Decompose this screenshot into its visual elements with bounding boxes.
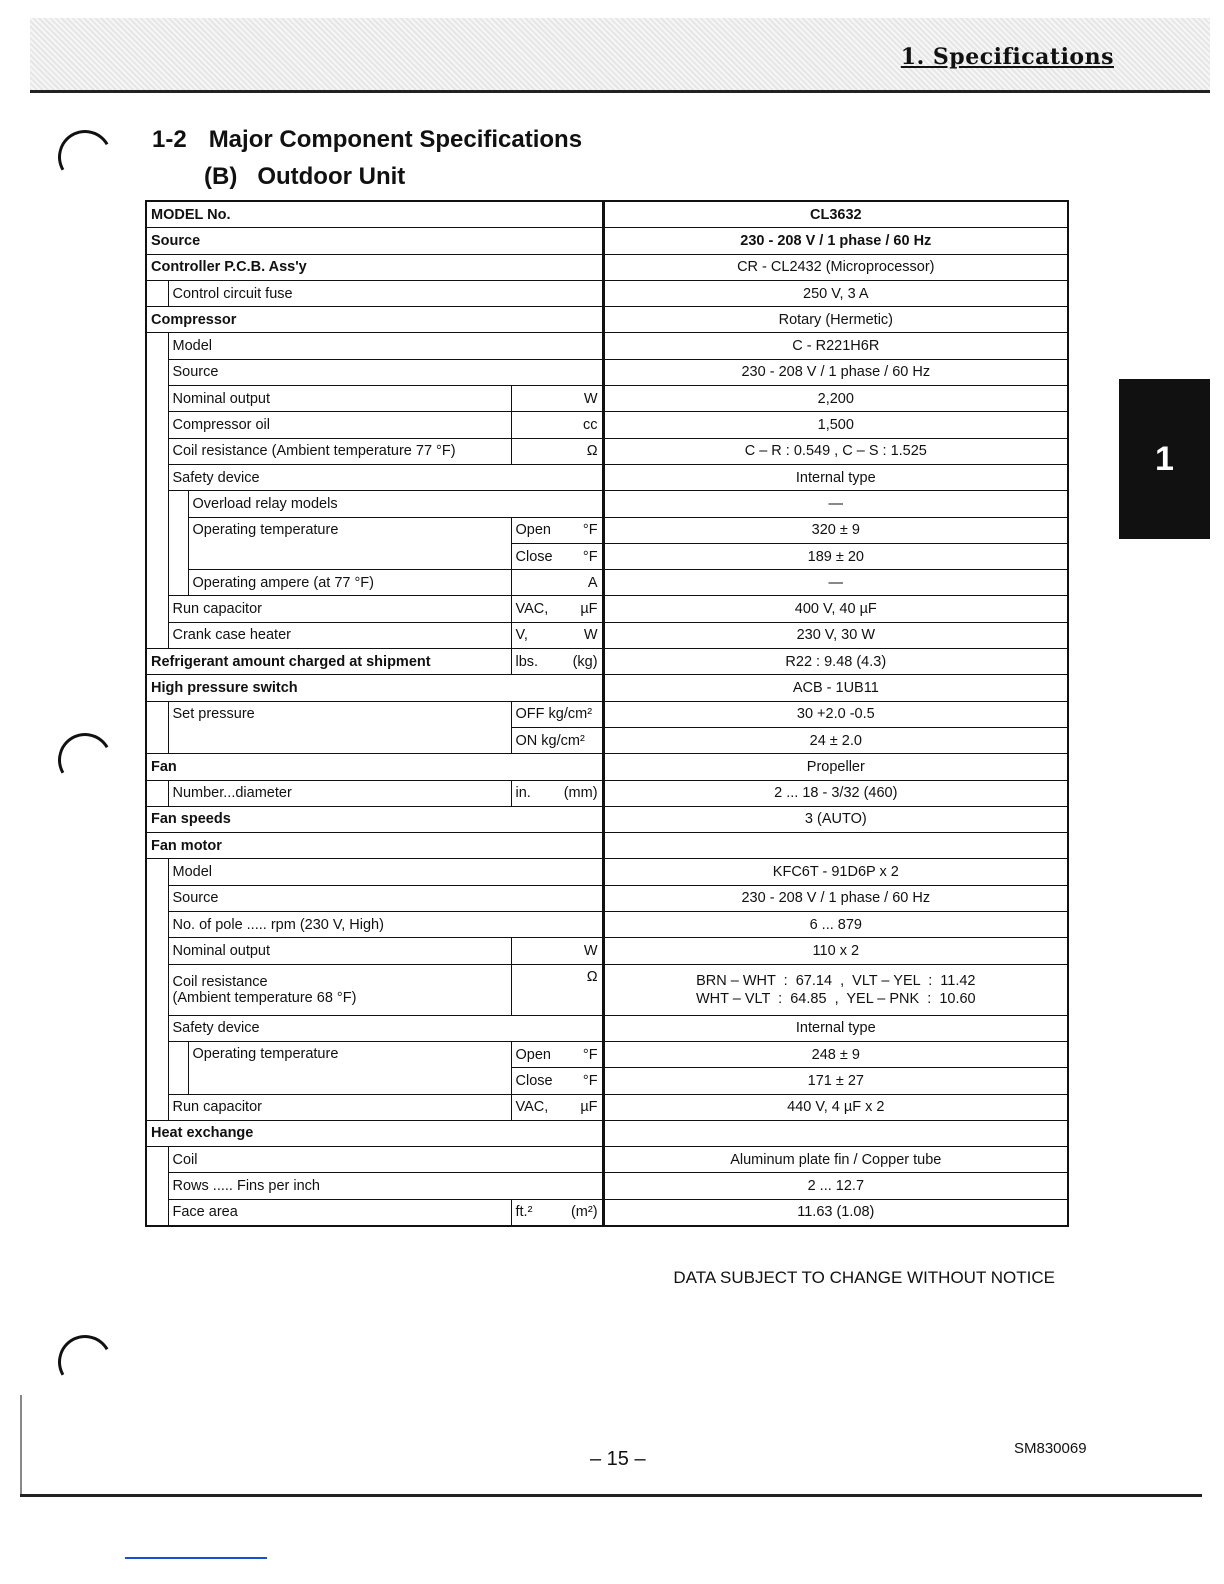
unit-suffix: cc	[583, 417, 598, 434]
subtitle-text: Outdoor Unit	[257, 163, 406, 190]
spec-unit	[511, 596, 603, 622]
title-text: Major Component Specifications	[208, 126, 583, 153]
spec-label: Face area	[168, 1199, 511, 1226]
spec-value: 2,200	[603, 386, 1068, 412]
link-underline	[125, 1557, 267, 1559]
unit-prefix: Open	[515, 1046, 551, 1063]
spec-value: CL3632	[603, 201, 1068, 228]
spec-row	[146, 307, 1068, 333]
spec-row	[146, 1173, 1068, 1199]
spec-value: Rotary (Hermetic)	[603, 307, 1068, 333]
indent-cell	[146, 464, 168, 490]
spec-value: —	[603, 491, 1068, 517]
spec-label: Model	[168, 333, 603, 359]
spec-label: Nominal output	[168, 938, 511, 964]
indent-cell	[146, 622, 168, 648]
page-subtitle	[204, 163, 405, 191]
spec-label: Rows ..... Fins per inch	[168, 1173, 603, 1199]
spec-label: Fan motor	[146, 833, 603, 859]
indent-cell	[146, 438, 168, 464]
spec-value	[603, 1120, 1068, 1146]
unit-prefix: OFF kg/cm²	[515, 706, 593, 723]
spec-row	[146, 780, 1068, 806]
spec-row	[146, 412, 1068, 438]
spec-value: 230 - 208 V / 1 phase / 60 Hz	[603, 228, 1068, 254]
unit-prefix: VAC,	[515, 1099, 549, 1116]
spec-row	[146, 1120, 1068, 1146]
indent-cell	[168, 1041, 188, 1094]
indent-cell	[146, 1015, 168, 1041]
spec-row	[146, 254, 1068, 280]
spec-row	[146, 622, 1068, 648]
spec-label: Run capacitor	[168, 1094, 511, 1120]
indent-cell	[146, 964, 168, 1015]
indent-cell	[146, 912, 168, 938]
indent-cell	[146, 517, 168, 570]
footer-rule	[20, 1494, 1202, 1497]
indent-cell	[146, 1199, 168, 1226]
spec-value: 230 - 208 V / 1 phase / 60 Hz	[603, 359, 1068, 385]
spec-row	[146, 912, 1068, 938]
indent-cell	[146, 1173, 168, 1199]
spec-unit	[511, 412, 603, 438]
spec-unit	[511, 727, 603, 753]
spec-row	[146, 333, 1068, 359]
spec-row	[146, 859, 1068, 885]
spec-value: 230 - 208 V / 1 phase / 60 Hz	[603, 885, 1068, 911]
spec-value: C – R : 0.549 , C – S : 1.525	[603, 438, 1068, 464]
spec-value: KFC6T - 91D6P x 2	[603, 859, 1068, 885]
indent-cell	[146, 280, 168, 306]
indent-cell	[168, 491, 188, 517]
spec-label: Safety device	[168, 464, 603, 490]
spec-value: Internal type	[603, 1015, 1068, 1041]
spec-row	[146, 359, 1068, 385]
spec-value: 2 ... 18 - 3/32 (460)	[603, 780, 1068, 806]
spec-row	[146, 1015, 1068, 1041]
spec-value: 400 V, 40 µF	[603, 596, 1068, 622]
spec-row	[146, 938, 1068, 964]
spec-value: 6 ... 879	[603, 912, 1068, 938]
spec-row	[146, 885, 1068, 911]
unit-suffix: µF	[580, 1099, 598, 1116]
spec-label: No. of pole ..... rpm (230 V, High)	[168, 912, 603, 938]
indent-cell	[146, 859, 168, 885]
spec-label: Crank case heater	[168, 622, 511, 648]
indent-cell	[146, 412, 168, 438]
spec-label: Model	[168, 859, 603, 885]
spec-row	[146, 438, 1068, 464]
spec-label: Control circuit fuse	[168, 280, 603, 306]
spec-label: Fan speeds	[146, 806, 603, 832]
spec-row	[146, 464, 1068, 490]
margin-rule	[20, 1395, 22, 1495]
spec-value: R22 : 9.48 (4.3)	[603, 649, 1068, 675]
binder-hole-icon	[52, 1329, 118, 1395]
spec-unit	[511, 570, 603, 596]
chapter-tab: 1	[1119, 379, 1210, 539]
spec-value: BRN – WHT : 67.14 , VLT – YEL : 11.42 WHT – VLT : 64.85 , YEL – PNK : 10.60	[603, 964, 1068, 1015]
spec-label: Operating temperature	[188, 1041, 511, 1094]
unit-suffix: (mm)	[563, 785, 598, 802]
indent-cell	[146, 1041, 168, 1094]
spec-value: 248 ± 9	[603, 1041, 1068, 1067]
spec-label: Source	[146, 228, 603, 254]
spec-value	[603, 833, 1068, 859]
spec-row	[146, 675, 1068, 701]
unit-suffix: W	[583, 390, 598, 407]
spec-unit	[511, 1068, 603, 1094]
spec-row	[146, 517, 1068, 543]
unit-suffix: °F	[582, 1046, 598, 1063]
spec-row	[146, 228, 1068, 254]
spec-label: Coil	[168, 1147, 603, 1173]
spec-unit	[511, 649, 603, 675]
spec-label: Coil resistance (Ambient temperature 77 °F)	[168, 438, 511, 464]
indent-cell	[146, 359, 168, 385]
spec-value: 250 V, 3 A	[603, 280, 1068, 306]
spec-label: Heat exchange	[146, 1120, 603, 1146]
unit-prefix: VAC,	[515, 601, 549, 618]
section-tag: 1. Specifications	[900, 44, 1114, 70]
unit-prefix: Close	[515, 1072, 553, 1089]
spec-row	[146, 1041, 1068, 1067]
spec-row	[146, 649, 1068, 675]
spec-label: Compressor	[146, 307, 603, 333]
unit-suffix: °F	[582, 522, 598, 539]
spec-unit	[511, 517, 603, 543]
spec-table	[145, 200, 1069, 1227]
spec-value: 30 +2.0 -0.5	[603, 701, 1068, 727]
unit-suffix: °F	[582, 548, 598, 565]
spec-row	[146, 491, 1068, 517]
indent-cell	[168, 517, 188, 570]
unit-suffix: (m²)	[570, 1204, 598, 1221]
spec-label: Source	[168, 885, 603, 911]
indent-cell	[146, 570, 168, 596]
spec-row	[146, 964, 1068, 1015]
unit-prefix: in.	[515, 785, 531, 802]
document-code: SM830069	[1014, 1440, 1087, 1457]
spec-label: Nominal output	[168, 386, 511, 412]
indent-cell	[146, 701, 168, 754]
indent-cell	[146, 885, 168, 911]
spec-row	[146, 806, 1068, 832]
unit-suffix: °F	[582, 1072, 598, 1089]
spec-value: 3 (AUTO)	[603, 806, 1068, 832]
spec-label: Controller P.C.B. Ass'y	[146, 254, 603, 280]
spec-value: Internal type	[603, 464, 1068, 490]
spec-value: 110 x 2	[603, 938, 1068, 964]
indent-cell	[146, 333, 168, 359]
unit-suffix: W	[583, 942, 598, 959]
spec-value: Aluminum plate fin / Copper tube	[603, 1147, 1068, 1173]
spec-row	[146, 1094, 1068, 1120]
spec-value: 24 ± 2.0	[603, 727, 1068, 753]
spec-unit	[511, 964, 603, 1015]
unit-suffix: W	[583, 627, 598, 644]
spec-unit	[511, 622, 603, 648]
spec-value: 440 V, 4 µF x 2	[603, 1094, 1068, 1120]
page-title	[152, 126, 582, 154]
unit-suffix: Ω	[586, 968, 598, 985]
spec-value: 171 ± 27	[603, 1068, 1068, 1094]
spec-label: Source	[168, 359, 603, 385]
indent-cell	[146, 938, 168, 964]
spec-label: Run capacitor	[168, 596, 511, 622]
spec-row	[146, 201, 1068, 228]
spec-value: ACB - 1UB11	[603, 675, 1068, 701]
spec-unit	[511, 1199, 603, 1226]
unit-suffix: A	[587, 574, 598, 591]
binder-hole-icon	[52, 124, 118, 190]
indent-cell	[146, 780, 168, 806]
spec-unit	[511, 543, 603, 569]
unit-prefix: Open	[515, 522, 551, 539]
unit-prefix: ON kg/cm²	[515, 732, 585, 749]
unit-suffix: (kg)	[572, 653, 598, 670]
spec-row	[146, 386, 1068, 412]
spec-row	[146, 754, 1068, 780]
spec-value: —	[603, 570, 1068, 596]
spec-row	[146, 1147, 1068, 1173]
spec-row	[146, 701, 1068, 727]
indent-cell	[146, 1094, 168, 1120]
spec-label: Operating temperature	[188, 517, 511, 570]
spec-value: Propeller	[603, 754, 1068, 780]
spec-unit	[511, 386, 603, 412]
unit-suffix: µF	[580, 601, 598, 618]
spec-row	[146, 833, 1068, 859]
subtitle-letter: (B)	[204, 163, 238, 190]
spec-value: 230 V, 30 W	[603, 622, 1068, 648]
spec-row	[146, 596, 1068, 622]
spec-row	[146, 280, 1068, 306]
spec-row	[146, 1199, 1068, 1226]
spec-unit	[511, 438, 603, 464]
title-number: 1-2	[152, 126, 187, 153]
unit-prefix: lbs.	[515, 653, 539, 670]
spec-value: C - R221H6R	[603, 333, 1068, 359]
indent-cell	[146, 596, 168, 622]
spec-label: Coil resistance (Ambient temperature 68 °F)	[168, 964, 511, 1015]
indent-cell	[146, 491, 168, 517]
spec-value: 11.63 (1.08)	[603, 1199, 1068, 1226]
spec-label: Set pressure	[168, 701, 511, 754]
spec-label: Compressor oil	[168, 412, 511, 438]
data-notice: DATA SUBJECT TO CHANGE WITHOUT NOTICE	[673, 1268, 1055, 1287]
spec-row	[146, 570, 1068, 596]
spec-unit	[511, 701, 603, 727]
indent-cell	[146, 1147, 168, 1173]
spec-value: 1,500	[603, 412, 1068, 438]
spec-value: CR - CL2432 (Microprocessor)	[603, 254, 1068, 280]
spec-value: 320 ± 9	[603, 517, 1068, 543]
spec-unit	[511, 1094, 603, 1120]
spec-label: Overload relay models	[188, 491, 603, 517]
spec-unit	[511, 938, 603, 964]
spec-label: High pressure switch	[146, 675, 603, 701]
spec-value: 2 ... 12.7	[603, 1173, 1068, 1199]
indent-cell	[168, 570, 188, 596]
spec-unit	[511, 780, 603, 806]
indent-cell	[146, 386, 168, 412]
binder-hole-icon	[52, 727, 118, 793]
spec-label: Operating ampere (at 77 °F)	[188, 570, 511, 596]
unit-prefix: Close	[515, 548, 553, 565]
spec-label: Safety device	[168, 1015, 603, 1041]
spec-label: Refrigerant amount charged at shipment	[146, 649, 511, 675]
spec-label: MODEL No.	[146, 201, 603, 228]
spec-label: Fan	[146, 754, 603, 780]
unit-suffix: Ω	[586, 443, 598, 460]
spec-label: Number...diameter	[168, 780, 511, 806]
unit-prefix: V,	[515, 627, 528, 644]
spec-unit	[511, 1041, 603, 1067]
page-number: – 15 –	[590, 1448, 646, 1470]
unit-prefix: ft.²	[515, 1204, 533, 1221]
spec-value: 189 ± 20	[603, 543, 1068, 569]
